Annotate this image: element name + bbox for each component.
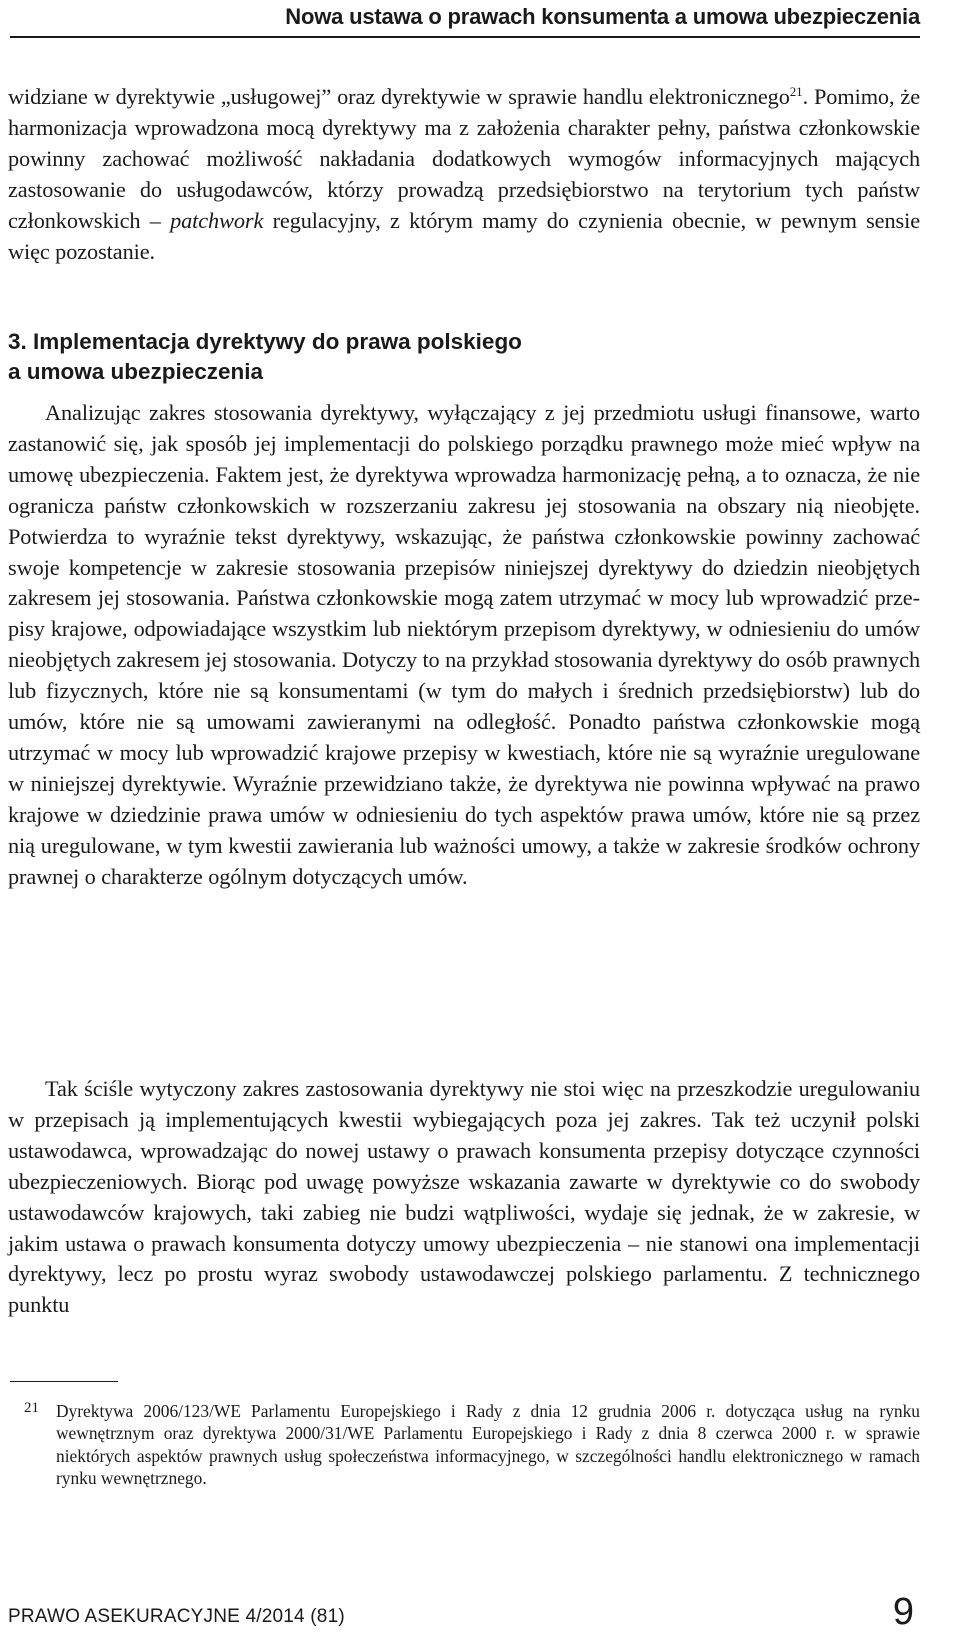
p1-text-c: regulacyjny, z którym mamy do czynienia obecnie, w pewnym sensie więc pozostanie.	[8, 207, 920, 264]
running-header	[10, 0, 920, 38]
p1-italic-term: patchwork	[170, 207, 264, 233]
running-title: Nowa ustawa o prawach konsumenta a umowa ubezpieczenia	[285, 4, 920, 29]
body-paragraph-2: Analizując zakres stosowania dyrektywy, wyłączający z jej przedmiotu usługi finansowe, warto zastanowić się, jak sposób jej implementacji do polskiego porządku prawnego może mieć wpływ na umowę ubezpieczenia. Faktem jest, że dyrektywa wprowadza harmonizację pełną, a to oznacza, że nie ogranicza państw członkowskich w rozszerzaniu zakresu jej stosowania na obszary nią nieobjęte. Potwierdza to wyraźnie tekst dyrektywy, wskazując, że państwa członkowskie powinny zachować swoje kompetencje w zakresie stosowania przepisów niniejszej dyrektywy do dziedzin nieobjętych zakresem jej stosowania. Państwa członkowskie mogą zatem utrzymać w mocy lub wprowadzić przepisy krajowe, odpowiadające wszystkim lub niektórym przepisom dyrektywy, w odniesieniu do umów nieobjętych zakresem jej stosowania. Dotyczy to na przykład stosowania dyrektywy do osób prawnych lub fizycznych, które nie są konsumentami (w tym do małych i średnich przedsiębiorstw) lub do umów, które nie są umowami zawieranymi na odległość. Ponadto państwa członkowskie mogą utrzymać w mocy lub wprowadzić krajowe przepisy w kwestiach, które nie są wyraźnie uregulowane w niniejszej dyrektywie. Wyraźnie przewidziano także, że dyrektywa nie powinna wpływać na prawo krajowe w dziedzinie prawa umów w odniesieniu do tych aspektów prawa umów, które nie są przez nią uregulowane, w tym kwestii zawierania lub ważności umowy, a także w zakresie środków ochrony prawnej o charakterze ogólnym dotyczących umów.	[8, 400, 920, 889]
p1-text-b: . Pomimo, że harmonizacja wprowadzona mocą dyrektywy ma z założenia charakter pełny, państwa członkowskie powinny zachować możliwość nakładania dodatkowych wymogów informacyjnych mających zastosowanie do usługodawców, którzy prowadzą przedsiębiorstwo na terytorium tych państw członkowskich –	[8, 84, 920, 233]
section-heading-line-1: 3. Implementacja dyrektywy do prawa polskiego	[8, 329, 522, 354]
body-paragraph-1	[8, 82, 920, 267]
footnote-reference[interactable]: 21	[789, 84, 803, 99]
footnote-text: Dyrektywa 2006/123/WE Parlamentu Europejskiego i Rady z dnia 12 grudnia 2006 r. dotycząca usług na rynku wewnętrznym oraz dyrektywa 2000/31/WE Parlamentu Europejskiego i Rady z dnia 8 czerwca 2000 r. w sprawie niektórych aspektów prawnych usług społeczeństwa informacyjnego, w szczególności handlu elektronicznego w ramach rynku wewnętrznego.	[56, 1401, 920, 1489]
section-heading-line-2: a umowa ubezpieczenia	[8, 359, 264, 384]
body-paragraph-3: Tak ściśle wytyczony zakres zastosowania dyrektywy nie stoi więc na przeszkodzie uregulowaniu w przepisach ją implementujących kwestii wybiegających poza jej zakres. Tak też uczynił polski ustawodawca, wprowadzając do nowej ustawy o prawach konsumenta przepisy dotyczące czynności ubezpieczeniowych. Biorąc pod uwagę powyższe wskazania zawarte w dyrektywie co do swobody ustawodawców krajowych, taki zabieg nie budzi wątpliwości, wydaje się jednak, że w zakresie, w jakim ustawa o prawach konsumenta dotyczy umowy ubezpieczenia – nie stanowi ona implementacji dyrektywy, lecz po prostu wyraz swobody ustawodawczej polskiego parlamentu. Z technicznego punktu	[8, 1076, 920, 1318]
footer-journal-title: PRAWO ASEKURACYJNE 4/2014 (81)	[8, 1606, 345, 1627]
p1-text-a: widziane w dyrektywie „usługowej” oraz dyrektywie w sprawie handlu elektronicznego	[8, 84, 790, 109]
footnote-separator	[10, 1381, 118, 1382]
section-heading	[8, 327, 920, 387]
footnote-number: 21	[24, 1400, 39, 1416]
page-number: 9	[892, 1591, 914, 1633]
